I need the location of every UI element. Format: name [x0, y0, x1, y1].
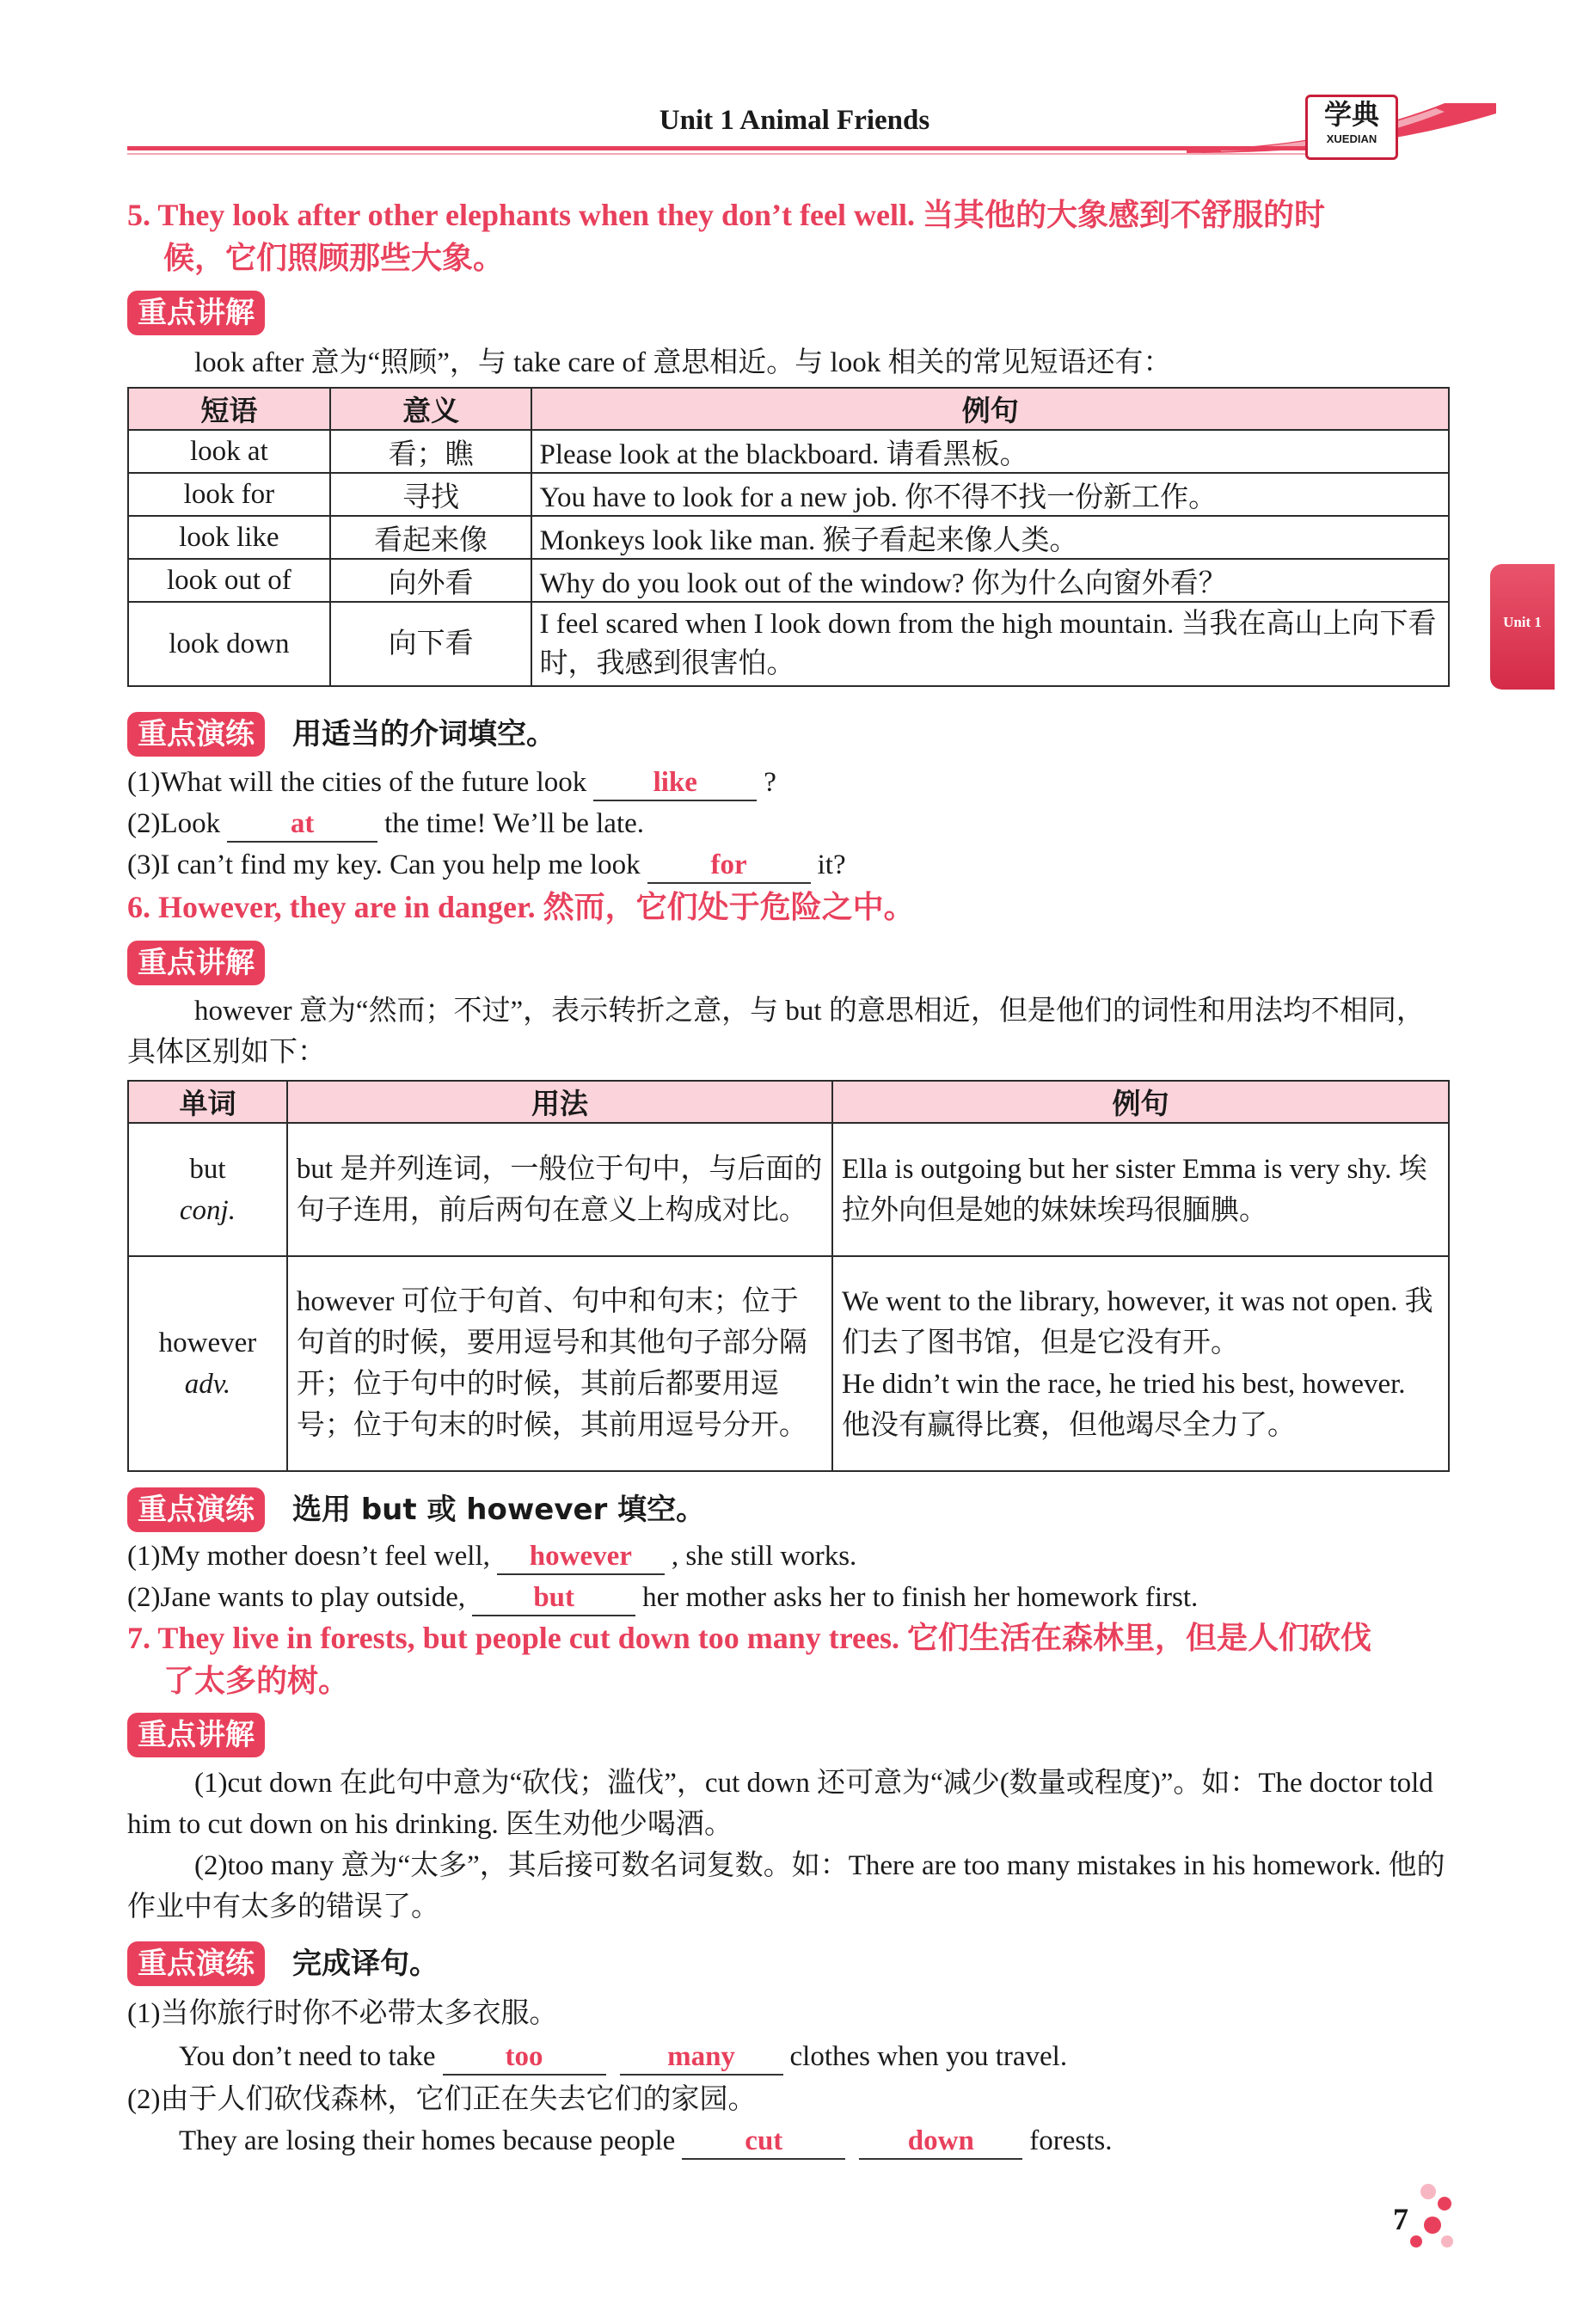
- look-phrases-table: [127, 387, 1450, 687]
- question-text: her mother asks her to finish her homework first.: [642, 1582, 1199, 1613]
- table-header-row: [128, 1081, 1449, 1123]
- question-text: (2)Look: [127, 808, 221, 839]
- header-rule-thin: [127, 153, 1314, 155]
- word-cell: [128, 1256, 287, 1471]
- section-7-paragraph-1: (1)cut down 在此句中意为“砍伐；滥伐”，cut down 还可意为“减少(数量或程度)”。如：The doctor told him to cut down on his drinking. 医生劝他少喝酒。: [127, 1768, 1433, 1840]
- word-cell: [128, 1123, 287, 1256]
- example-cell: Monkeys look like man. 猴子看起来像人类。: [531, 516, 1449, 559]
- question-text: the time! We’ll be late.: [384, 808, 645, 839]
- phrase-cell: look at: [128, 430, 330, 473]
- example-cell: I feel scared when I look down from the high mountain. 当我在高山上向下看时，我感到很害怕。: [531, 602, 1449, 686]
- section-5-heading-line-1: 5. They look after other elephants when they don’t feel well. 当其他的大象感到不舒服的时: [127, 198, 1325, 232]
- question-text: (1)My mother doesn’t feel well,: [127, 1541, 490, 1572]
- phrase-cell: look out of: [128, 559, 330, 602]
- section-5-practice-title: 用适当的介词填空。: [292, 717, 555, 751]
- answer-blank[interactable]: for: [647, 848, 811, 884]
- decor-dot: [1420, 2184, 1436, 2199]
- col-header-word: 单词: [128, 1081, 287, 1123]
- decor-dot: [1441, 2235, 1453, 2247]
- section-7-practice-title: 完成译句。: [292, 1947, 439, 1981]
- example-sentence: He didn’t win the race, he tried his best, however. 他没有赢得比赛，但他竭尽全力了。: [842, 1369, 1406, 1441]
- s5-question-3: [127, 844, 1469, 886]
- logo-en-text: XUEDIAN: [1326, 132, 1377, 145]
- decor-dot: [1424, 2217, 1441, 2234]
- explain-badge-7: 重点讲解: [127, 1713, 265, 1757]
- s7-question-1: [179, 2036, 1520, 2077]
- s7-question-2-chinese: (2)由于人们砍伐森林，它们正在失去它们的家园。: [127, 2084, 757, 2115]
- col-header-example: 例句: [832, 1081, 1449, 1123]
- side-tab-label: Unit 1: [1503, 614, 1542, 630]
- practice-badge-6: 重点演练: [127, 1487, 265, 1532]
- answer-blank[interactable]: down: [859, 2124, 1022, 2160]
- s6-question-1: [127, 1536, 1469, 1577]
- table-row: [128, 430, 1449, 473]
- s7-question-1-chinese: (1)当你旅行时你不必带太多衣服。: [127, 1998, 558, 2029]
- example-cell: You have to look for a new job. 你不得不找一份新工作。: [531, 473, 1449, 516]
- meaning-cell: 看；瞧: [330, 430, 532, 473]
- table-row: [128, 559, 1449, 602]
- question-text: it?: [817, 849, 846, 880]
- decor-dot: [1410, 2235, 1422, 2247]
- section-5-heading-line-2: 候，它们照顾那些大象。: [163, 241, 505, 275]
- question-text: (1)What will the cities of the future look: [127, 767, 587, 798]
- section-5-heading: [127, 193, 1451, 279]
- example-cell: [832, 1256, 1449, 1471]
- word-text: but: [189, 1153, 226, 1185]
- table-header-row: [128, 388, 1449, 430]
- but-however-table: [127, 1080, 1450, 1472]
- page-number: 7: [1393, 2202, 1408, 2236]
- practice-badge-7: 重点演练: [127, 1941, 265, 1986]
- header-rule: [127, 146, 1314, 150]
- answer-blank[interactable]: too: [443, 2039, 606, 2076]
- question-text: forests.: [1029, 2125, 1113, 2156]
- example-cell: Please look at the blackboard. 请看黑板。: [531, 430, 1449, 473]
- section-7-heading-line-2: 了太多的树。: [163, 1664, 350, 1698]
- question-text: (3)I can’t find my key. Can you help me look: [127, 849, 641, 880]
- section-6-heading: 6. However, they are in danger. 然而，它们处于危险之中。: [127, 890, 915, 924]
- example-cell: Ella is outgoing but her sister Emma is very shy. 埃拉外向但是她的妹妹埃玛很腼腆。: [832, 1123, 1449, 1256]
- question-text: ?: [764, 767, 776, 798]
- answer-blank[interactable]: like: [593, 765, 757, 801]
- table-row: [128, 516, 1449, 559]
- meaning-cell: 寻找: [330, 473, 532, 516]
- explain-badge-5: 重点讲解: [127, 291, 265, 335]
- s6-question-2: [127, 1577, 1469, 1618]
- publisher-logo: [1305, 95, 1398, 160]
- part-of-speech: conj.: [179, 1194, 236, 1226]
- section-7-heading-line-1: 7. They live in forests, but people cut down too many trees. 它们生活在森林里，但是人们砍伐: [127, 1621, 1372, 1655]
- meaning-cell: 向外看: [330, 559, 532, 602]
- table-row: [128, 473, 1449, 516]
- s7-question-2: [179, 2120, 1520, 2162]
- answer-blank[interactable]: cut: [682, 2124, 845, 2160]
- col-header-usage: 用法: [287, 1081, 832, 1123]
- col-header-phrase: 短语: [128, 388, 330, 430]
- meaning-cell: 看起来像: [330, 516, 532, 559]
- question-text: (2)Jane wants to play outside,: [127, 1582, 466, 1613]
- usage-cell: but 是并列连词，一般位于句中，与后面的句子连用，前后两句在意义上构成对比。: [287, 1123, 832, 1256]
- example-cell: Why do you look out of the window? 你为什么向窗外看？: [531, 559, 1449, 602]
- example-sentence: We went to the library, however, it was not open. 我们去了图书馆，但是它没有开。: [842, 1286, 1433, 1358]
- section-6-practice-title: 选用 but 或 however 填空。: [292, 1493, 706, 1527]
- logo-cn-text: 学典: [1323, 98, 1379, 131]
- s5-question-1: [127, 762, 1469, 803]
- explain-badge-6: 重点讲解: [127, 941, 265, 985]
- answer-blank[interactable]: however: [497, 1539, 665, 1575]
- usage-cell: however 可位于句首、句中和句末；位于句首的时候，要用逗号和其他句子部分隔开；位于句中的时候，其前后都要用逗号；位于句末的时候，其前用逗号分开。: [287, 1256, 832, 1471]
- table-row: [128, 1256, 1449, 1471]
- question-text: , she still works.: [671, 1541, 857, 1572]
- question-text: You don’t need to take: [179, 2041, 436, 2072]
- section-6-intro: however 意为“然而；不过”，表示转折之意，与 but 的意思相近，但是他们的词性和用法均不相同，具体区别如下：: [127, 996, 1425, 1068]
- answer-blank[interactable]: at: [227, 806, 377, 843]
- question-text: clothes when you travel.: [789, 2041, 1068, 2072]
- part-of-speech: adv.: [184, 1369, 231, 1400]
- col-header-meaning: 意义: [330, 388, 532, 430]
- meaning-cell: 向下看: [330, 602, 532, 686]
- answer-blank[interactable]: but: [472, 1580, 635, 1616]
- question-text: They are losing their homes because people: [179, 2125, 676, 2156]
- table-row: [128, 602, 1449, 686]
- answer-blank[interactable]: many: [620, 2039, 783, 2076]
- col-header-example: 例句: [531, 388, 1449, 430]
- word-text: however: [158, 1328, 257, 1358]
- unit-title: Unit 1 Animal Friends: [659, 105, 930, 136]
- s5-question-2: [127, 803, 1469, 844]
- phrase-cell: look like: [128, 516, 330, 559]
- section-7-paragraph-2: (2)too many 意为“太多”，其后接可数名词复数。如：There are too many mistakes in his homework. 他的作业中有太多的错误了。: [127, 1850, 1445, 1922]
- phrase-cell: look for: [128, 473, 330, 516]
- phrase-cell: look down: [128, 602, 330, 686]
- decor-dot: [1438, 2197, 1451, 2211]
- section-5-intro: look after 意为“照顾”，与 take care of 意思相近。与 look 相关的常见短语还有：: [194, 347, 1172, 378]
- table-row: [128, 1123, 1449, 1256]
- practice-badge-5: 重点演练: [127, 712, 265, 757]
- unit-side-tab: [1490, 564, 1555, 690]
- section-7-heading: [127, 1616, 1451, 1702]
